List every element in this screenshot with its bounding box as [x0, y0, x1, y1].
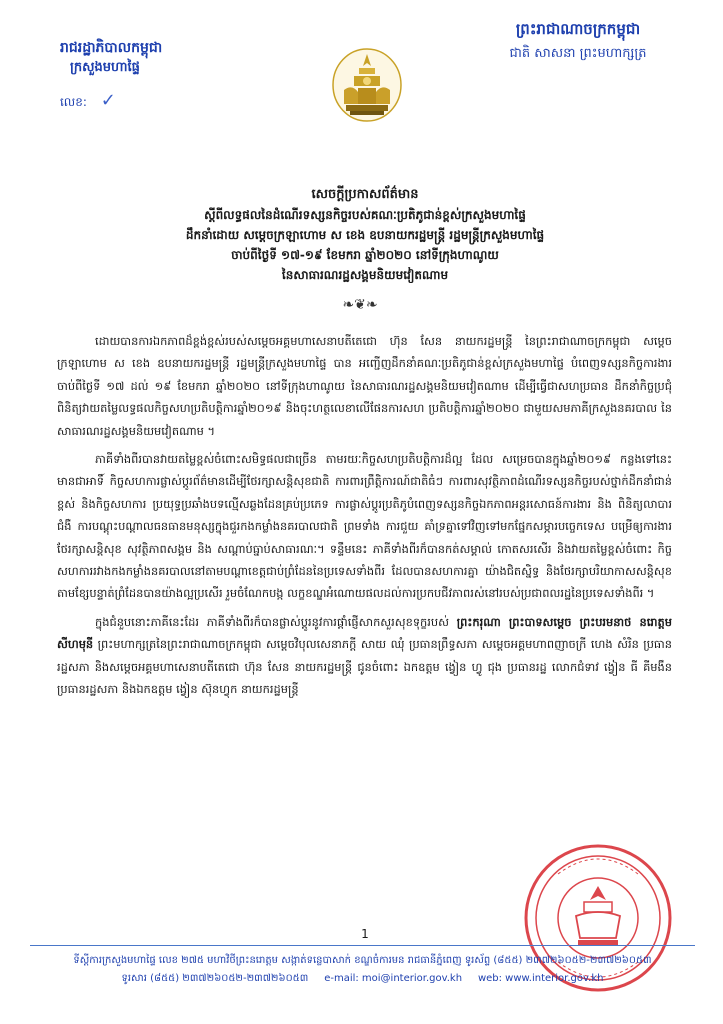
document-body — [57, 330, 672, 707]
paragraph-1: ដោយបានការឯកភាពដ៏ខ្ពង់ខ្ពស់របស់សម្តេចអគ្គមហាសេនាបតីតេជោ ហ៊ុន សែន នាយករដ្ឋមន្ត្រី នៃព្រះរាជាណាចក្រកម្ពុជា សម្តេចក្រឡាហោម ស ខេង ឧបនាយករដ្ឋមន្ត្រី រដ្ឋមន្ត្រីក្រសួងមហាផ្ទៃ បាន អញ្ជើញដឹកនាំគណៈប្រតិភូជាន់ខ្ពស់ក្រសួងមហាផ្ទៃ បំពេញទស្សនកិច្ចការងារ ចាប់ពីថ្ងៃទី ១៧ ដល់ ១៩ ខែមករា ឆ្នាំ២០២០ នៅទីក្រុងហាណូយ នៃសាធារណរដ្ឋសង្គមនិយមវៀតណាម ដើម្បីធ្វើជាសហប្រធាន ដឹកនាំកិច្ចប្រជុំពិនិត្យវាយតម្លៃលទ្ធផលកិច្ចសហប្រតិបត្តិការឆ្នាំ២០១៩ និងចុះហត្ថលេខាលើផែនការសហ ប្រតិបត្តិការឆ្នាំ២០២០ ជាមួយសមភាគីក្រសួងនគរបាល នៃសាធារណរដ្ឋសង្គមនិយមវៀតណាម ។ — [57, 334, 672, 438]
paragraph-2: ភាគីទាំងពីរបានវាយតម្លៃខ្ពស់ចំពោះសមិទ្ធផលជាច្រើន តាមរយៈកិច្ចសហប្រតិបត្តិការដ៏ល្អ ដែល សម្រេចបានក្នុងឆ្នាំ២០១៩ កន្លងទៅនេះ មានជាអាទិ៍ កិច្ចសហការផ្លាស់ប្តូរព័ត៌មានដើម្បីថែរក្សាសន្តិសុខជាតិ ការពារព្រឹត្តិការណ៍ជាតិធំៗ ការពារសុវត្ថិភាពដំណើរទស្សនកិច្ចរបស់ថ្នាក់ដឹកនាំជាន់ខ្ពស់ និងកិច្ចសហការ ប្រយុទ្ធប្រឆាំងបទល្មើសឆ្លងដែនគ្រប់ប្រភេទ ការផ្លាស់ប្តូរប្រតិភូបំពេញទស្សនកិច្ចឯកភាពអន្តរសោធន៍ការងារ និង ពិនិត្យលាបារជំងឺ ការបណ្តុះបណ្តាលធនធានមនុស្សក្នុងជួរកងកម្លាំងនគរបាលជាតិ ព្រមទាំង ការជួយ គាំទ្រគ្នាទៅវិញទៅមកផ្នែកសម្ភារបច្ចេកទេស បម្រើឲ្យការងារថែរក្សាសន្តិសុខ សុវត្ថិភាពសង្គម និង សណ្តាប់ធ្នាប់សាធារណៈ។ ទន្ទឹមនេះ ភាគីទាំងពីរក៏បានកត់សម្គាល់ កោតសរសើរ និងវាយតម្លៃខ្ពស់ចំពោះ កិច្ចសហការរវាងកងកម្លាំងនគរបាលនៅតាមបណ្តាខេត្តជាប់ព្រំដែននៃប្រទេសទាំងពីរ ដែលបានសហការគ្នា យ៉ាងជិតស្និទ្ធ និងថែរក្សាបរិយាកាសសន្តិសុខតាមខ្សែបន្ទាត់ព្រំដែនបានយ៉ាងល្អប្រសើរ រួមចំណែកបង្ក លក្ខខណ្ឌអំណោយផលដល់ការប្រកបជីវភាពរស់នៅរបស់ប្រជាពលរដ្ឋនៃប្រទេសទាំងពីរ ។ — [57, 452, 672, 601]
footer-email-link[interactable]: e-mail: moi@interior.gov.kh — [324, 973, 463, 984]
title-line-5: នៃសាធារណរដ្ឋសង្គមនិយមវៀតណាម — [281, 268, 449, 282]
reference-label: លេខ: — [60, 95, 87, 109]
ornament-divider: ❧❦❧ — [342, 297, 378, 313]
footer-web-link[interactable]: web: www.interior.gov.kh — [477, 973, 604, 984]
check-mark-icon: ✓ — [100, 90, 116, 111]
royal-title: ព្រះករុណា ព្រះបាទសម្តេច ព្រះបរមនាថ នរោត្តម សីហមុនី — [57, 614, 672, 652]
paragraph-3-rest: ព្រះមហាក្សត្រនៃព្រះរាជាណាចក្រកម្ពុជា សម្តេចវិបុលសេនាភក្តី សាយ ឈុំ ប្រធានព្រឹទ្ធសភា សម្តេចអគ្គមហាពញាចក្រី ហេង សំរិន ប្រធាន រដ្ឋសភា និងសម្តេចអគ្គមហាសេនាបតីតេជោ ហ៊ុន សែន នាយករដ្ឋមន្ត្រី ជូនចំពោះ ឯកឧត្តម ង្វៀន ហ្វូ ជុង ប្រធានរដ្ឋ លោកជំទាវ ង្វៀន ធី គីមងឹន ប្រធានរដ្ឋសភា និងឯកឧត្តម ង្វៀន ស៊ុនហ្វុក នាយករដ្ឋមន្ត្រី — [57, 637, 672, 697]
footer — [30, 952, 695, 988]
title-line-3: ដឹកនាំដោយ សម្តេចក្រឡាហោម ស ខេង ឧបនាយករដ្ឋមន្ត្រី រដ្ឋមន្ត្រីក្រសួងមហាផ្ទៃ — [185, 228, 545, 242]
footer-contacts — [30, 970, 695, 988]
page-number: 1 — [361, 927, 369, 941]
ministry-name: ក្រសួងមហាផ្ទៃ — [70, 60, 140, 75]
title-line-2: ស្តីពីលទ្ធផលនៃដំណើរទស្សនកិច្ចរបស់គណៈប្រតិភូជាន់ខ្ពស់ក្រសួងមហាផ្ទៃ — [204, 208, 526, 222]
royal-emblem-icon — [332, 48, 402, 122]
paragraph-3-lead: ក្នុងជំនួបនោះភាគីនេះដែរ ភាគីទាំងពីរក៏បានផ្លាស់ប្តូរនូវការផ្តាំផ្ញើសាកសួរសុខទុក្ខរបស់ — [95, 614, 457, 629]
reference-number — [60, 90, 225, 112]
footer-fax: ទូរសារ (៨៥៥) ២៣៧២៦០៥២-២៣៧២៦០៥៣ — [121, 973, 309, 984]
header-right — [478, 18, 678, 64]
document-title: សេចក្តីប្រកាសព័ត៌មាន — [311, 187, 419, 202]
footer-address: ទីស្តីការក្រសួងមហាផ្ទៃ លេខ ២៧៥ មហាវិថីព្រះនរោត្តម សង្កាត់ទន្លេបាសាក់ ខណ្ឌចំការមន រាជធានីភ្នំពេញ ទូរស័ព្ទ (៨៥៥) ២៣៧២៦០៥២-២៣៧២៦០៥៣ — [73, 955, 652, 966]
title-block — [80, 185, 650, 285]
kingdom-name: ព្រះរាជាណាចក្រកម្ពុជា — [515, 20, 641, 38]
paragraph-3 — [57, 611, 672, 701]
government-name: រាជរដ្ឋាភិបាលកម្ពុជា — [60, 40, 163, 56]
title-line-4: ចាប់ពីថ្ងៃទី ១៧-១៩ ខែមករា ឆ្នាំ២០២០ នៅទីក្រុងហាណូយ — [231, 248, 499, 262]
national-motto: ជាតិ សាសនា ព្រះមហាក្សត្រ — [509, 46, 647, 61]
footer-divider — [30, 945, 695, 946]
header-left — [60, 38, 225, 112]
